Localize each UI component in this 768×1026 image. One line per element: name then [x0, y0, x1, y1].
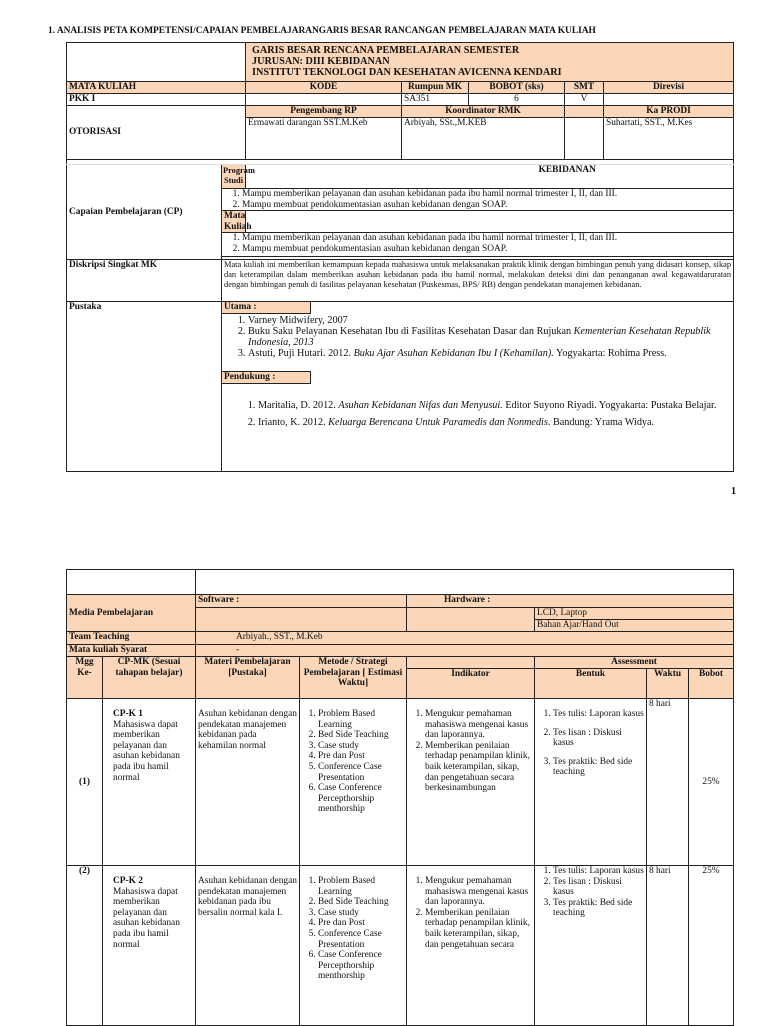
bentuk-item: 1. Tes tulis: Laporan kasus — [553, 866, 644, 877]
bentuk-item: 2. Tes lisan : Diskusi kasus — [553, 877, 644, 898]
waktu-value: 8 hari — [647, 699, 689, 866]
value-program-studi: KEBIDANAN — [402, 165, 734, 189]
bentuk-item: 2. Tes lisan : Diskusi kasus — [553, 728, 644, 749]
indikator-item: 2. Memberikan penilaian terhadap penampilan klinik, baik keterampilan, sikap, dan pengetahuan secara berkesinambungan — [425, 741, 532, 794]
label-syarat: Mata kuliah Syarat — [67, 645, 196, 657]
label-mata-kuliah: MATA KULIAH — [67, 82, 246, 94]
materi-text: Asuhan kebidanan dengan pendekatan manajemen kebidanan pada kehamilan normal — [196, 699, 300, 866]
label-otorisasi: OTORISASI — [67, 106, 246, 160]
indikator-item: 2. Memberikan penilaian terhadap penampilan klinik, baik keterampilan, sikap, dan pengetahuan secara — [425, 908, 532, 950]
label-pustaka: Pustaka — [67, 302, 222, 472]
metode-item: 3. Case study — [318, 908, 404, 919]
metode-item: 2. Bed Side Teaching — [318, 730, 404, 741]
label-rumpun: Rumpun MK — [402, 82, 469, 94]
cp-item: 2. Mampu membuat pendokumentasian asuhan kebidanan dengan SOAP. — [242, 244, 731, 255]
head-bentuk: Bentuk — [535, 669, 647, 699]
head-assessment: Assessment — [535, 657, 734, 669]
head-minggu: Mgg Ke- — [67, 657, 103, 699]
table-row — [67, 866, 734, 1026]
materi-text: Asuhan kebidanan dengan pendekatan manajemen kebidanan pada ibu bersalin normal kala I. — [196, 866, 300, 1026]
software-value — [196, 608, 407, 632]
value-kaprodi: Suhartati, SST., M.Kes — [604, 118, 734, 160]
metode-item: 4. Pre dan Post — [318, 918, 404, 929]
cp-item: 2. Mampu membuat pendokumentasian asuhan kebidanan dengan SOAP. — [242, 200, 731, 211]
metode-item: 3. Case study — [318, 741, 404, 752]
metode-item: 6. Case Conference Percepthorship menthorship — [318, 950, 404, 982]
cp-list-2 — [222, 233, 734, 257]
blank-cell — [196, 570, 734, 595]
label-software: Software : — [196, 595, 407, 608]
label-hardware: Hardware : — [407, 595, 734, 608]
pustaka-utama-item: 3. Astuti, Puji Hutari. 2012. Buku Ajar Asuhan Kebidanan Ibu I (Kehamilan). Yogyakarta: Rohima Press. — [248, 348, 733, 359]
blank-cell — [565, 106, 604, 118]
cp-text: Mahasiswa dapat memberikan pelayanan dan asuhan kebidanan pada ibu hamil normal — [113, 886, 180, 950]
head-koordinator: Koordinator RMK — [402, 106, 565, 118]
header-line-3: INSTITUT TEKNOLOGI DAN KESEHATAN AVICENNA KENDARI — [252, 67, 562, 78]
metode-item: 5. Conference Case Presentation — [318, 929, 404, 950]
blank-cell — [67, 570, 196, 595]
label-program-studi: Program Studi — [222, 165, 246, 189]
table-row — [67, 699, 734, 866]
cp-text: Mahasiswa dapat memberikan pelayanan dan asuhan kebidanan pada ibu hamil normal — [113, 719, 180, 783]
bobot-value: 25% — [689, 699, 734, 866]
label-kode: KODE — [246, 82, 402, 94]
label-cp: Capaian Pembelajaran (CP) — [67, 165, 222, 260]
value-rumpun: SA351 — [402, 94, 469, 106]
pustaka-utama-item: 2. Buku Saku Pelayanan Kesehatan Ibu di Fasilitas Kesehatan Dasar dan Rujukan Kementerian Kesehatan Republik Indonesia, 2013 — [248, 326, 733, 348]
bentuk-item: 3. Tes praktik: Bed side teaching — [553, 898, 644, 919]
head-pengembang: Pengembang RP — [246, 106, 402, 118]
head-kaprodi: Ka PRODI — [604, 106, 734, 118]
header-blank — [67, 43, 246, 82]
metode-item: 1. Problem Based Learning — [318, 876, 404, 897]
page-number: 1 — [731, 486, 737, 497]
label-smt: SMT — [565, 82, 604, 94]
head-materi: Materi Pembelajaran [Pustaka] — [196, 657, 300, 699]
metode-item: 2. Bed Side Teaching — [318, 897, 404, 908]
cp-item: 1. Mampu memberikan pelayanan dan asuhan kebidanan pada ibu hamil normal trimester I, II, dan III. — [242, 189, 731, 200]
label-media: Media Pembelajaran — [67, 595, 196, 632]
value-team: Arbiyah., SST., M.Keb — [196, 632, 734, 645]
head-cpmk: CP-MK (Sesuai tahapan belajar) — [103, 657, 196, 699]
indikator-item: 1. Mengukur pemahaman mahasiswa mengenai kasus dan laporannya. — [425, 709, 532, 741]
pustaka-pendukung-item: 2. Irianto, K. 2012. Keluarga Berencana Untuk Paramedis dan Nonmedis. Bandung: Yrama Widya. — [258, 417, 733, 428]
metode-item: 4. Pre dan Post — [318, 751, 404, 762]
metode-item: 5. Conference Case Presentation — [318, 762, 404, 783]
cp-title: CP-K 1 — [113, 709, 143, 719]
label-team: Team Teaching — [67, 632, 196, 645]
pustaka-utama-item: 1. Varney Midwifery, 2007 — [248, 315, 733, 326]
value-mata-kuliah: PKK I — [67, 94, 246, 106]
header-block — [246, 43, 734, 82]
value-syarat: - — [196, 645, 734, 657]
header-line-2: JURUSAN: DIII KEBIDANAN — [252, 56, 390, 67]
label-pendukung: Pendukung : — [222, 371, 311, 384]
cp-item: 1. Mampu memberikan pelayanan dan asuhan kebidanan pada ibu hamil normal trimester I, II, dan III. — [242, 233, 731, 244]
label-utama: Utama : — [222, 302, 311, 314]
document-title: 1. ANALISIS PETA KOMPETENSI/CAPAIAN PEMBELAJARANGARIS BESAR RANCANGAN PEMBELAJARAN MATA KULIAH — [48, 26, 596, 36]
bobot-value: 25% — [689, 866, 734, 1026]
head-bobot: Bobot — [689, 669, 734, 699]
deskripsi-text: Mata kuliah ini memberikan kemampuan kepada mahasiswa untuk melaksanakan praktik klinik dengan bimbingan penuh yang didasari konsep, sikap dan keterampilan dalam memberikan asuhan kebidanan pada ibu hamil normal, melakukan deteksi dini dan penanganan awal kegawatdaruratan dengan bimbingan penuh di fasilitas pelayanan kesehatan (Puskesmas, BPS/ RB) dengan pendekatan manajemen kebidanan. — [222, 260, 734, 302]
hardware-item: Bahan Ajar/Hand Out — [535, 620, 734, 632]
value-kode — [246, 94, 402, 106]
blank-cell — [565, 118, 604, 160]
pustaka-pendukung-item: 1. Maritalia, D. 2012. Asuhan Kebidanan Nifas dan Menyusui. Editor Suyono Riyadi. Yogyakarta: Pustaka Belajar. — [258, 400, 733, 411]
bentuk-item: 3. Tes praktik: Bed side teaching — [553, 757, 644, 778]
value-smt: V — [565, 94, 604, 106]
metode-item: 6. Case Conference Percepthorship menthorship — [318, 783, 404, 815]
label-direvisi: Direvisi — [604, 82, 734, 94]
label-deskripsi: Diskripsi Singkat MK — [67, 260, 222, 302]
hardware-item: LCD, Laptop — [535, 608, 734, 620]
indikator-item: 1. Mengukur pemahaman mahasiswa mengenai kasus dan laporannya. — [425, 876, 532, 908]
cp-title: CP-K 2 — [113, 876, 143, 886]
value-bobot: 6 — [469, 94, 565, 106]
week-number: (1) — [67, 699, 103, 866]
label-bobot: BOBOT (sks) — [469, 82, 565, 94]
value-pengembang: Ermawati darangan SST.M.Keb — [246, 118, 402, 160]
course-info-table — [66, 42, 734, 472]
metode-item: 1. Problem Based Learning — [318, 709, 404, 730]
week-number: (2) — [67, 866, 103, 1026]
header-line-1: GARIS BESAR RENCANA PEMBELAJARAN SEMESTER — [252, 45, 520, 56]
label-mk: Mata Kuliah — [222, 211, 246, 233]
waktu-value: 8 hari — [647, 866, 689, 1026]
value-koordinator: Arbiyah, SSt.,M.KEB — [402, 118, 565, 160]
bentuk-item: 1. Tes tulis: Laporan kasus — [553, 709, 644, 720]
schedule-table — [66, 569, 734, 1026]
head-waktu: Waktu — [647, 669, 689, 699]
head-indikator: Indikator — [407, 669, 535, 699]
cp-list-1 — [222, 189, 734, 211]
value-direvisi — [604, 94, 734, 106]
pustaka-block — [222, 302, 734, 472]
head-metode: Metode / Strategi Pembelajaran [ Estimasi Waktu] — [300, 657, 407, 699]
